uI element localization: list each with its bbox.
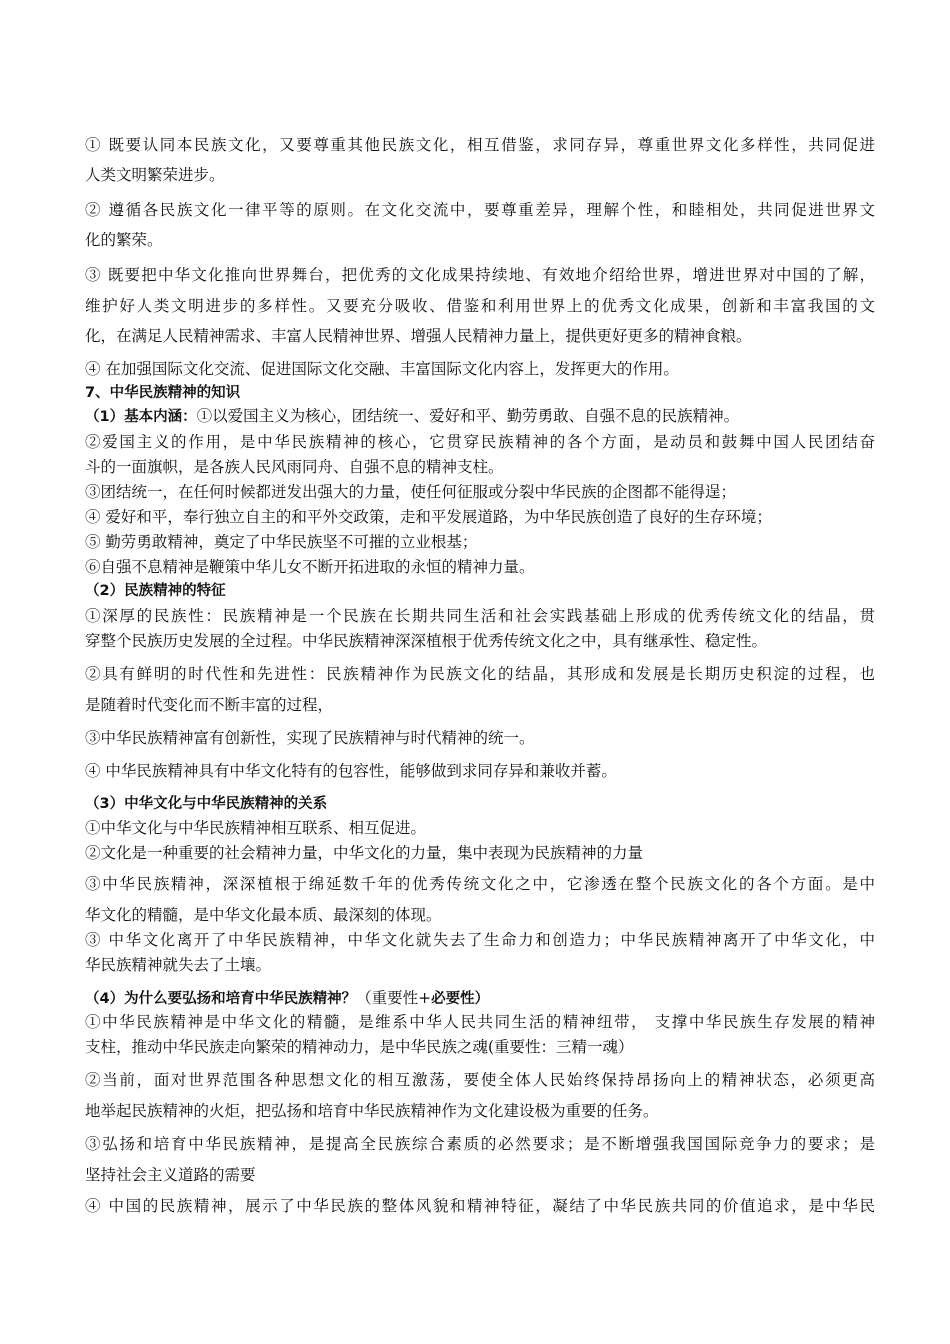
subsection-heading <box>85 988 875 1009</box>
paragraph-line: ③ 中华文化离开了中华民族精神，中华文化就失去了生命力和创造力；中华民族精神离开了中华文化，中 <box>85 931 875 949</box>
paragraph-line: 化，在满足人民精神需求、丰富人民精神世界、增强人民精神力量上，提供更好更多的精神食粮。 <box>85 327 752 345</box>
paragraph-line: 华民族精神就失去了土壤。 <box>85 956 272 974</box>
paragraph-line: ①中华民族精神是中华文化的精髓，是维系中华人民共同生活的精神纽带， 支撑中华民族生存发展的精神 <box>85 1013 875 1031</box>
paragraph-line: ③中华民族精神，深深植根于绵延数千年的优秀传统文化之中，它渗透在整个民族文化的各个方面。是中 <box>85 875 875 893</box>
subsection-heading: （2）民族精神的特征 <box>85 583 226 599</box>
paragraph-line: ③弘扬和培育中华民族精神，是提高全民族综合素质的必然要求；是不断增强我国国际竞争力的要求；是 <box>85 1135 875 1153</box>
paragraph-line: 人类文明繁荣进步。 <box>85 166 225 184</box>
paragraph-line: 斗的一面旗帜，是各族人民风雨同舟、自强不息的精神支柱。 <box>85 458 504 476</box>
paragraph-line: 是随着时代变化而不断丰富的过程， <box>85 696 334 714</box>
paragraph-line <box>85 406 875 427</box>
paragraph-line: ③ 既要把中华文化推向世界舞台，把优秀的文化成果持续地、有效地介绍给世界，增进世界对中国的了解， <box>85 266 875 284</box>
paragraph-line: ② 遵循各民族文化一律平等的原则。在文化交流中，要尊重差异，理解个性，和睦相处，共同促进世界文 <box>85 201 875 219</box>
section-heading: 7、中华民族精神的知识 <box>85 385 241 401</box>
paragraph-line: 支柱，推动中华民族走向繁荣的精神动力，是中华民族之魂(重要性：三精一魂） <box>85 1038 634 1056</box>
paragraph-text: ①以爱国主义为核心，团结统一、爱好和平、勤劳勇敢、自强不息的民族精神。 <box>196 407 740 425</box>
paragraph-line: ③中华民族精神富有创新性，实现了民族精神与时代精神的统一。 <box>85 729 535 747</box>
paragraph-line: ⑤ 勤劳勇敢精神，奠定了中华民族坚不可摧的立业根基； <box>85 533 478 551</box>
paragraph-line: 华文化的精髓，是中华文化最本质、最深刻的体现。 <box>85 906 442 924</box>
heading-note-bold: 必要性） <box>431 991 490 1007</box>
paragraph-line: ②当前，面对世界范围各种思想文化的相互激荡，要使全体人民始终保持昂扬向上的精神状态，必须更高 <box>85 1071 875 1089</box>
paragraph-line: ②文化是一种重要的社会精神力量，中华文化的力量，集中表现为民族精神的力量 <box>85 844 644 862</box>
subsection-label: （1）基本内涵： <box>85 409 197 425</box>
paragraph-line: ⑥自强不息精神是鞭策中华儿女不断开拓进取的永恒的精神力量。 <box>85 558 535 576</box>
subsection-heading: （3）中华文化与中华民族精神的关系 <box>85 796 328 812</box>
paragraph-line: ①中华文化与中华民族精神相互联系、相互促进。 <box>85 819 427 837</box>
paragraph-line: ②爱国主义的作用，是中华民族精神的核心，它贯穿民族精神的各个方面，是动员和鼓舞中国人民团结奋 <box>85 433 875 451</box>
paragraph-line: 穿整个民族历史发展的全过程。中华民族精神深深植根于优秀传统文化之中，具有继承性、稳定性。 <box>85 632 768 650</box>
paragraph-line: 坚持社会主义道路的需要 <box>85 1166 256 1184</box>
heading-text: （4）为什么要弘扬和培育中华民族精神？ <box>85 991 357 1007</box>
heading-note: （重要性+ <box>356 989 432 1007</box>
paragraph-line: 地举起民族精神的火炬，把弘扬和培育中华民族精神作为文化建设极为重要的任务。 <box>85 1102 659 1120</box>
paragraph-line: 维护好人类文明进步的多样性。又要充分吸收、借鉴和利用世界上的优秀文化成果，创新和丰富我国的文 <box>85 297 875 315</box>
paragraph-line: ②具有鲜明的时代性和先进性：民族精神作为民族文化的结晶，其形成和发展是长期历史积淀的过程，也 <box>85 665 875 683</box>
paragraph-line: ① 既要认同本民族文化，又要尊重其他民族文化，相互借鉴，求同存异，尊重世界文化多样性，共同促进 <box>85 136 875 154</box>
paragraph-line: 化的繁荣。 <box>85 231 163 249</box>
paragraph-line: ④ 中华民族精神具有中华文化特有的包容性，能够做到求同存异和兼收并蓄。 <box>85 762 617 780</box>
paragraph-line: ③团结统一，在任何时候都迸发出强大的力量，使任何征服或分裂中华民族的企图都不能得逞； <box>85 483 737 501</box>
paragraph-line: ④ 在加强国际文化交流、促进国际文化交融、丰富国际文化内容上，发挥更大的作用。 <box>85 360 679 378</box>
paragraph-line: ④ 爱好和平，奉行独立自主的和平外交政策，走和平发展道路，为中华民族创造了良好的生存环境； <box>85 508 772 526</box>
paragraph-line: ①深厚的民族性：民族精神是一个民族在长期共同生活和社会实践基础上形成的优秀传统文化的结晶，贯 <box>85 607 875 625</box>
paragraph-line: ④ 中国的民族精神，展示了中华民族的整体风貌和精神特征，凝结了中华民族共同的价值追求，是中华民 <box>85 1197 875 1215</box>
